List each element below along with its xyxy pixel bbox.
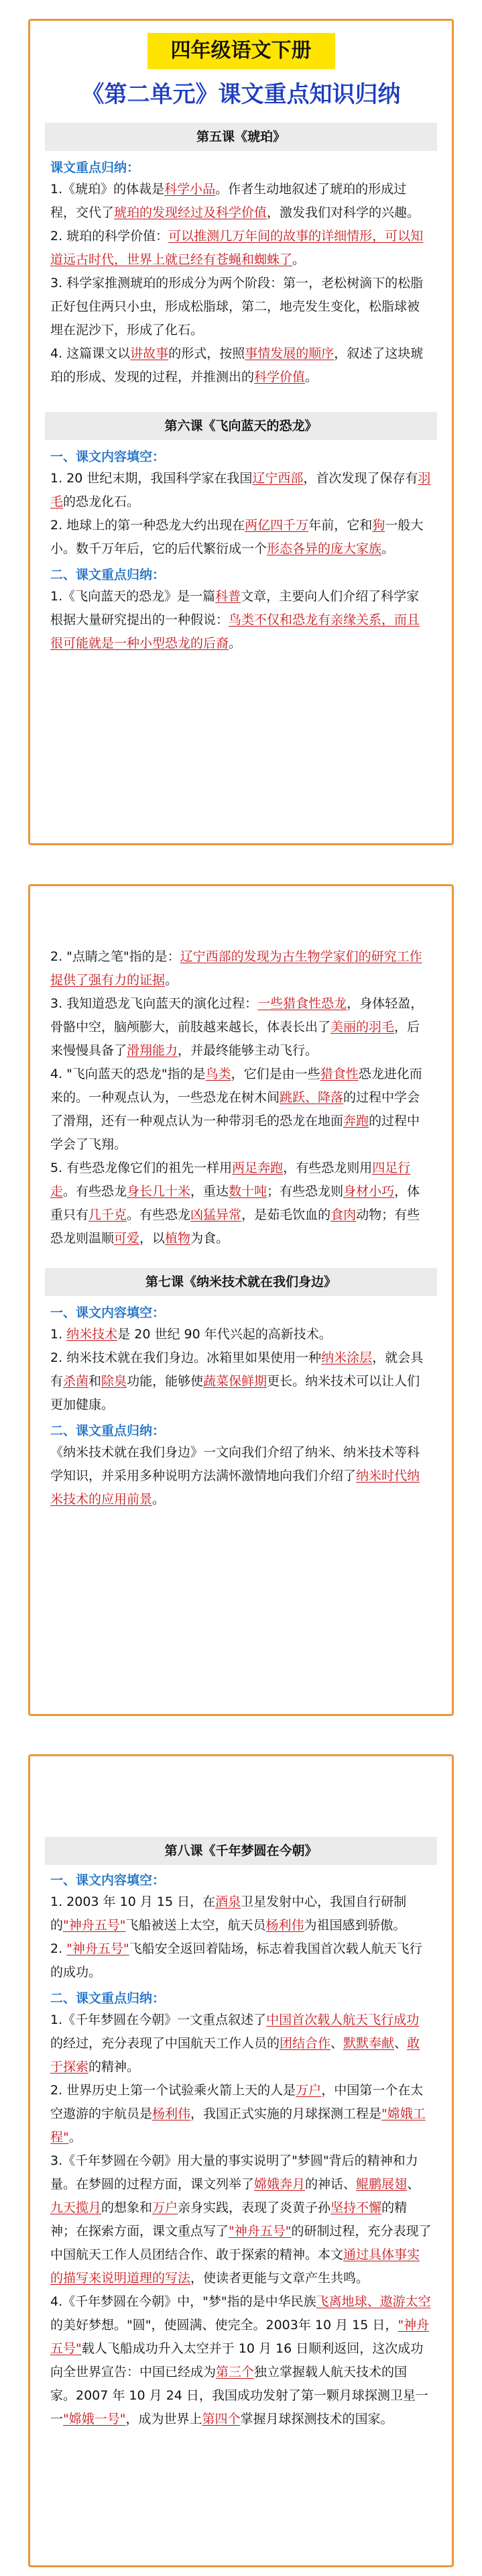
lesson6-section-fill: 一、课文内容填空： bbox=[50, 449, 166, 464]
lesson8-heading: 第八课《千年梦圆在今朝》 bbox=[45, 1837, 437, 1865]
page-card-2 bbox=[28, 884, 454, 1716]
lesson8-paragraph-2: 2. "神舟五号"飞船安全返回着陆场，标志着我国首次载人航天飞行的成功。 bbox=[50, 1941, 422, 1980]
page-card-1 bbox=[28, 19, 454, 845]
page-title: 四年级语文下册 bbox=[147, 33, 335, 69]
lesson5-section-summary: 课文重点归纳： bbox=[50, 160, 140, 175]
lesson8-paragraph-4: 2. 世界历史上第一个试验乘火箭上天的人是万户，中国第一个在太空遨游的宇航员是杨利伟，我国正式实施的月球探测工程是"嫦娥工程"。 bbox=[50, 2083, 426, 2145]
lesson6-paragraph-2: 2. 地球上的第一种恐龙大约出现在两亿四千万年前，它和狗一般大小。数千万年后，它的后代繁衍成一个形态各异的庞大家族。 bbox=[50, 518, 424, 556]
lesson6-paragraph-5: 3. 我知道恐龙飞向蓝天的演化过程：一些猎食性恐龙，身体轻盈，骨骼中空，脑颅膨大，前肢越来越长，体表长出了美丽的羽毛，后来慢慢具备了滑翔能力，并最终能够主动飞行。 bbox=[50, 996, 424, 1058]
lesson7-section-fill: 一、课文内容填空： bbox=[50, 1305, 166, 1320]
lesson8-paragraph-5: 3.《千年梦圆在今朝》用大量的事实说明了"梦圆"背后的精神和力量。在梦圆的过程方面，课文列举了嫦娥奔月的神话、鲲鹏展翅、九天揽月的想象和万户亲身实践，表现了炎黄子孙坚持不懈的精神；在探索方面，课文重点写了"神舟五号"的研制过程，充分表现了中国航天工作人员团结合作、敢于探索的精神。本文通过具体事实的描写来说明道理的写法，使读者更能与文章产生共鸣。 bbox=[50, 2153, 432, 2286]
page-card-1-content bbox=[50, 33, 432, 655]
lesson8-section-fill: 一、课文内容填空： bbox=[50, 1873, 166, 1888]
lesson6-paragraph-3: 1.《飞向蓝天的恐龙》是一篇科普文章，主要向人们介绍了科学家根据大量研究提出的一种假说：鸟类不仅和恐龙有亲缘关系，而且很可能就是一种小型恐龙的后裔。 bbox=[50, 589, 420, 651]
lesson8-paragraph-6: 4.《千年梦圆在今朝》中，"梦"指的是中华民族飞离地球、遨游太空的美好梦想。"圆"，使圆满、使完全。2003年 10 月 15 日，"神舟五号"载人飞船成功升入太空并于 10 月 16 日顺利返回，这次成功向全世界宣告：中国已经成为第三个独立掌握载人航天技术的国家。2007 年 10 月 24 日，我国成功发射了第一颗月球探测卫星一一"嫦娥一号"，成为世界上第四个掌握月球探测技术的国家。 bbox=[50, 2294, 431, 2426]
lesson5-paragraph-1: 1.《琥珀》的体裁是科学小品。作者生动地叙述了琥珀的形成过程，交代了琥珀的发现经过及科学价值，激发我们对科学的兴趣。 bbox=[50, 182, 420, 220]
page-subtitle: 《第二单元》课文重点知识归纳 bbox=[81, 81, 401, 108]
lesson7-paragraph-1: 1. 纳米技术是 20 世纪 90 年代兴起的高新技术。 bbox=[50, 1327, 332, 1342]
lesson8-paragraph-1: 1. 2003 年 10 月 15 日，在酒泉卫星发射中心，我国自行研制的"神舟五号"飞船被送上太空，航天员杨利伟为祖国感到骄傲。 bbox=[50, 1894, 407, 1933]
lesson6-paragraph-1: 1. 20 世纪末期，我国科学家在我国辽宁西部，首次发现了保存有羽毛的恐龙化石。 bbox=[50, 471, 431, 509]
lesson6-paragraph-4: 2. "点睛之笔"指的是：辽宁西部的发现为古生物学家们的研究工作提供了强有力的证据。 bbox=[50, 949, 422, 987]
lesson7-paragraph-2: 2. 纳米技术就在我们身边。冰箱里如果使用一种纳米涂层，就会具有杀菌和除臭功能，能够使蔬菜保鲜期更长。纳米技术可以让人们更加健康。 bbox=[50, 1350, 424, 1412]
lesson6-paragraph-6: 4. "飞向蓝天的恐龙"指的是鸟类，它们是由一些猎食性恐龙进化而来的。一种观点认为，一些恐龙在树木间跳跃、降落的过程中学会了滑翔，还有一种观点认为一种带羽毛的恐龙在地面奔跑的过程中学会了飞翔。 bbox=[50, 1067, 422, 1152]
lesson5-paragraph-3: 3. 科学家推测琥珀的形成分为两个阶段：第一，老松树滴下的松脂正好包住两只小虫，形成松脂球，第二，地壳发生变化，松脂球被埋在泥沙下，形成了化石。 bbox=[50, 276, 424, 337]
page-card-3 bbox=[28, 1754, 454, 2567]
lesson7-section-summary: 二、课文重点归纳： bbox=[50, 1424, 166, 1438]
lesson7-paragraph-3: 《纳米技术就在我们身边》一文向我们介绍了纳米、纳米技术等科学知识，并采用多种说明方法满怀激情地向我们介绍了纳米时代纳米技术的应用前景。 bbox=[50, 1445, 420, 1507]
lesson6-paragraph-7: 5. 有些恐龙像它们的祖先一样用两足奔跑，有些恐龙则用四足行走。有些恐龙身长几十米，重达数十吨；有些恐龙则身材小巧，体重只有几千克。有些恐龙凶猛异常，是茹毛饮血的食肉动物；有些恐龙则温顺可爱，以植物为食。 bbox=[50, 1161, 420, 1246]
page-card-2-content bbox=[50, 945, 432, 1511]
lesson5-paragraph-4: 4. 这篇课文以讲故事的形式，按照事情发展的顺序，叙述了这块琥珀的形成、发现的过程，并推测出的科学价值。 bbox=[50, 346, 424, 384]
lesson5-heading: 第五课《琥珀》 bbox=[45, 123, 437, 151]
page-card-3-content bbox=[50, 1837, 432, 2431]
lesson8-paragraph-3: 1.《千年梦圆在今朝》一文重点叙述了中国首次载人航天飞行成功的经过，充分表现了中国航天工作人员的团结合作、默默奉献、敢于探索的精神。 bbox=[50, 2012, 420, 2074]
lesson5-paragraph-2: 2. 琥珀的科学价值：可以推测几万年间的故事的详细情形，可以知道远古时代，世界上就已经有苍蝇和蜘蛛了。 bbox=[50, 229, 424, 267]
lesson6-section-summary: 二、课文重点归纳： bbox=[50, 568, 166, 582]
lesson7-heading: 第七课《纳米技术就在我们身边》 bbox=[45, 1268, 437, 1296]
lesson8-section-summary: 二、课文重点归纳： bbox=[50, 1991, 166, 2006]
lesson6-heading: 第六课《飞向蓝天的恐龙》 bbox=[45, 412, 437, 440]
